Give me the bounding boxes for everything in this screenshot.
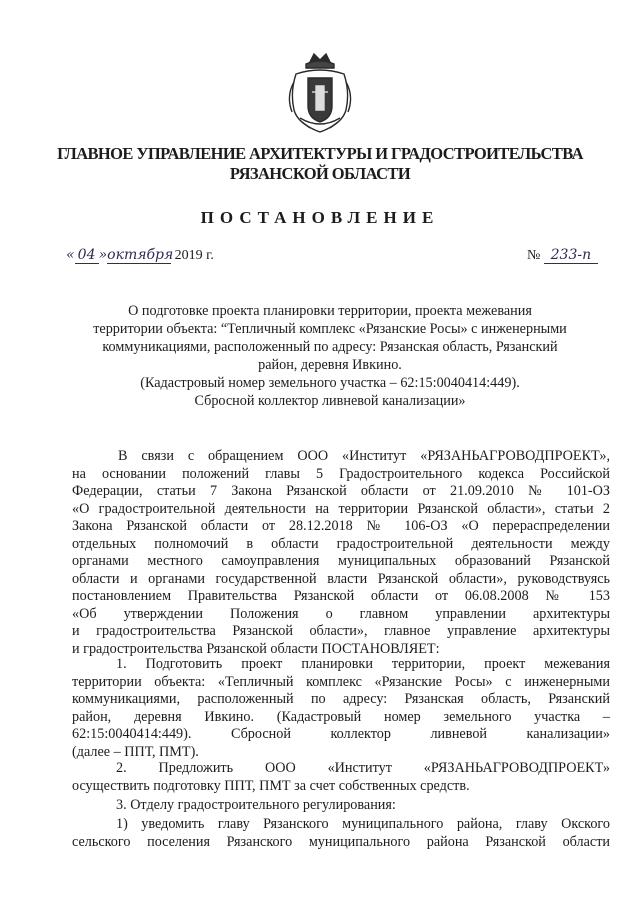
clause-line: 1) уведомить главу Рязанского муниципального района, главу Окского [116, 816, 610, 832]
paragraph-line: Федерации, статьи 7 Закона Рязанской области от 21.09.2010 № 101-ОЗ [72, 483, 610, 499]
paragraph-line: и градостроительства Рязанской области ПОСТАНОВЛЯЕТ: [72, 640, 440, 657]
document-number [527, 247, 598, 264]
date-year: 2019 г. [174, 248, 214, 263]
paragraph-line: и градостроительства Рязанской области», главное управление архитектуры [72, 623, 610, 639]
date-open-quote: « [66, 247, 75, 263]
clause-line: район, деревня Ивкино. (Кадастровый номер земельного участка – [72, 708, 610, 725]
paragraph-line: органами местного самоуправления муниципальных образований Рязанской [72, 553, 610, 569]
number-prefix: № [527, 248, 541, 263]
clause-line: сельского поселения Рязанского муниципального района Рязанской области [72, 833, 610, 850]
clause-line: 2. Предложить ООО «Институт «РЯЗАНЬАГРОВОДПРОЕКТ» [116, 760, 610, 776]
document-type-heading: ПОСТАНОВЛЕНИЕ [200, 208, 440, 227]
paragraph-line: «О градостроительной деятельности на территории Рязанской области», статьи 2 [72, 500, 610, 517]
paragraph-line: В связи с обращением ООО «Институт «РЯЗАНЬАГРОВОДПРОЕКТ», [118, 448, 610, 464]
clause-line: осуществить подготовку ППТ, ПМТ за счет собственных средств. [72, 777, 470, 794]
date-day: 04 [75, 247, 99, 264]
paragraph-line: на основании положений главы 5 Градостроительного кодекса Российской [72, 465, 610, 482]
clause-3-1 [72, 816, 610, 851]
organization-name-line-1: ГЛАВНОЕ УПРАВЛЕНИЕ АРХИТЕКТУРЫ И ГРАДОСТРОИТЕЛЬСТВА [57, 144, 583, 163]
clause-line: коммуникациями, расположенный по адресу: Рязанская область, Рязанский [72, 691, 610, 707]
clause-line: территории объекта: «Тепличный комплекс «Рязанские Росы» с инженерными [72, 673, 610, 690]
organization-name-line-2: РЯЗАНСКОЙ ОБЛАСТИ [229, 164, 411, 183]
clause-line: 1. Подготовить проект планировки территории, проект межевания [116, 656, 610, 672]
clause-line: 3. Отделу градостроительного регулирования: [116, 797, 396, 813]
paragraph-line: Закона Рязанской области от 28.12.2018 № 106-ОЗ «О перераспределении [72, 518, 610, 534]
document-date [66, 247, 214, 264]
title-line: Сбросной коллектор ливневой канализации» [194, 393, 466, 409]
clause-line: (далее – ППТ, ПМТ). [72, 743, 199, 760]
paragraph-line: области и органами государственной власти Рязанской области», руководствуясь [72, 570, 610, 587]
coat-of-arms-icon [288, 52, 352, 134]
paragraph-line: отдельных полномочий в области градостроительной деятельности между [72, 535, 610, 552]
paragraph-line: постановлением Правительства Рязанской области от 06.08.2008 № 153 [72, 588, 610, 604]
paragraph-line: «Об утверждении Положения о главном управлении архитектуры [72, 605, 610, 622]
preamble-paragraph [72, 448, 610, 658]
clause-line: 62:15:0040414:449). Сбросной коллектор ливневой канализации» [72, 726, 610, 742]
clause-1 [72, 656, 610, 761]
document-title [60, 302, 600, 410]
title-line: территории объекта: “Тепличный комплекс «Рязанские Росы» с инженерными [93, 321, 567, 337]
title-line: район, деревня Ивкино. [258, 357, 402, 373]
title-line: О подготовке проекта планировки территории, проекта межевания [128, 303, 532, 319]
title-line: коммуникациями, расположенный по адресу: Рязанская область, Рязанский [102, 339, 558, 355]
clause-3 [72, 797, 610, 815]
title-line: (Кадастровый номер земельного участка – 62:15:0040414:449). [140, 375, 520, 391]
clause-2 [72, 760, 610, 795]
date-close-quote: » [98, 247, 108, 263]
date-month: октября [107, 247, 174, 263]
number-value: 233-п [544, 247, 598, 264]
